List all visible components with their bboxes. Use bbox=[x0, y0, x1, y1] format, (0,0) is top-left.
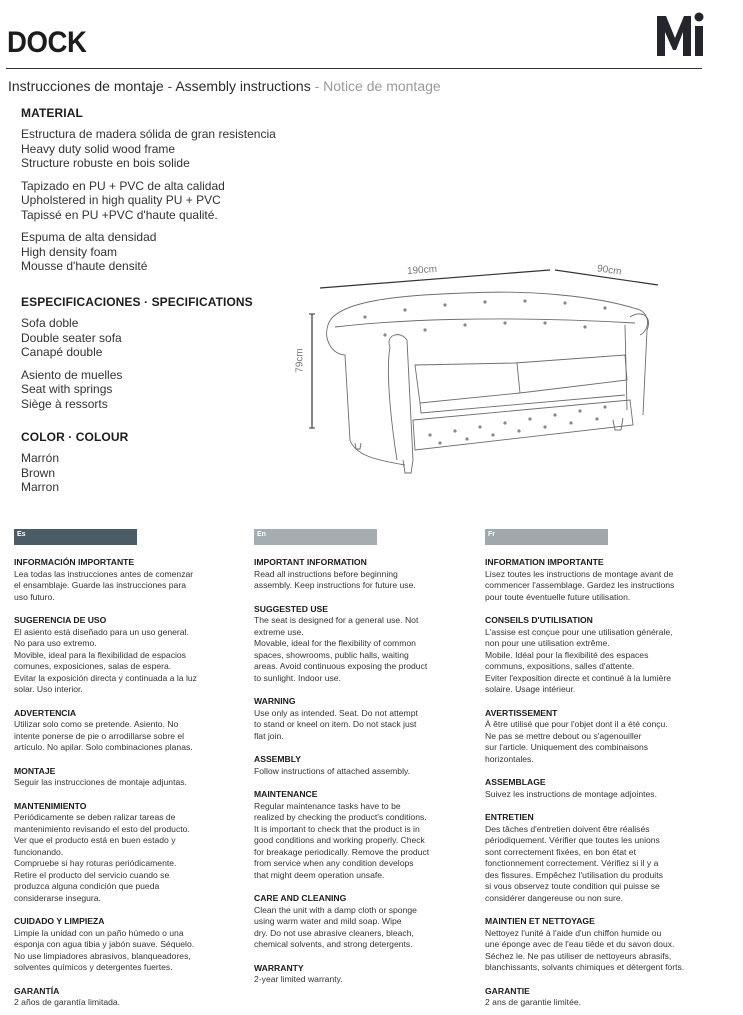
logo-i-dot bbox=[695, 13, 704, 22]
subtitle-separator: - bbox=[163, 78, 176, 94]
info-section-body: Utilizar solo como se pretende. Asiento. No intente ponerse de pie o arrodillarse sobre el artículo. No apilar. Solo combinaciones planas. bbox=[14, 719, 193, 752]
info-section-body: 2 años de garantía limitada. bbox=[14, 997, 121, 1007]
info-section-body: 2-year limited warranty. bbox=[254, 974, 343, 984]
spec-line: Siège à ressorts bbox=[21, 396, 108, 411]
info-section-body: Seguir las instrucciones de montaje adjuntas. bbox=[14, 777, 187, 787]
language-bar-fr: Fr bbox=[485, 529, 608, 545]
logo-i-stem bbox=[695, 26, 703, 56]
info-section bbox=[485, 708, 705, 766]
info-section-title: AVERTISSEMENT bbox=[485, 707, 558, 718]
info-section bbox=[254, 557, 469, 592]
info-section-body: Limpie la unidad con un paño húmedo o una esponja con agua tibia y jabón suave. Séquelo. No use limpiadores abrasivos, blanqueadores, solventes químicos y detergentes fuertes. bbox=[14, 927, 195, 972]
info-section bbox=[14, 766, 229, 789]
spec-group bbox=[21, 179, 276, 223]
info-section-title: GARANTIE bbox=[485, 985, 530, 996]
subtitle-separator: - bbox=[310, 78, 324, 94]
info-section bbox=[254, 963, 469, 986]
spec-line: Sofa doble bbox=[21, 316, 79, 330]
logo-m-glyph bbox=[657, 16, 691, 56]
info-section-title: CARE AND CLEANING bbox=[254, 893, 347, 903]
info-section-title: ENTRETIEN bbox=[485, 812, 534, 822]
spec-group bbox=[21, 368, 253, 412]
subtitle-fr: Notice de montage bbox=[323, 78, 441, 94]
info-section-body: Nettoyez l'unité à l'aide d'un chiffon humide ou une éponge avec de l'eau tiède et du savon doux. Séchez le. Ne pas utiliser de nettoyeurs abrasifs, blanchissants, solvants chimiques et détergent forts. bbox=[485, 927, 685, 972]
language-bar-en: En bbox=[254, 529, 377, 545]
spec-line: Mousse d'haute densité bbox=[21, 259, 148, 273]
width-dimension-label: 190cm bbox=[406, 263, 438, 278]
spec-line: Double seater sofa bbox=[21, 330, 122, 345]
info-section bbox=[485, 916, 705, 974]
spec-line: Brown bbox=[21, 465, 56, 480]
subtitle bbox=[8, 78, 441, 94]
spec-group bbox=[21, 451, 128, 495]
brand-logo bbox=[655, 10, 707, 58]
info-section-body: Des tâches d'entretien doivent être réalisés périodiquement. Vérifier que toutes les unions sont correctement fixées, en bon état et fonctionnement correctement. Vérifiez si il y a des fissures. Empêchez l'utilisation du produits si vous observez toute condition qui puisse se considérer dangereuse ou non sure. bbox=[485, 823, 663, 903]
info-section-title: IMPORTANT INFORMATION bbox=[254, 557, 367, 567]
specifications-section bbox=[21, 295, 253, 411]
spec-line: Tapissé en PU +PVC d'haute qualité. bbox=[21, 207, 218, 222]
spec-line: Marrón bbox=[21, 451, 60, 465]
info-section bbox=[14, 557, 229, 603]
info-section-title: ADVERTENCIA bbox=[14, 707, 77, 718]
info-section-title: MAINTENANCE bbox=[254, 789, 318, 799]
info-section-body: 2 ans de garantie limitée. bbox=[485, 997, 582, 1007]
colour-title: COLOR · COLOUR bbox=[21, 430, 129, 444]
info-section-title: ASSEMBLY bbox=[254, 754, 301, 764]
info-section-body: Regular maintenance tasks have to be realized by checking the product's conditions. It is important to check that the product is in good conditions and working properly. Check for breakage periodically. Remove the product from service when any condition develops that might deem operation unsafe. bbox=[254, 800, 430, 880]
product-name: DOCK bbox=[7, 26, 87, 59]
info-section-title: ASSEMBLAGE bbox=[485, 777, 546, 787]
subtitle-es: Instrucciones de montaje bbox=[8, 78, 164, 94]
info-section bbox=[485, 557, 705, 603]
info-section-title: CUIDADO Y LIMPIEZA bbox=[14, 916, 105, 926]
depth-dimension-label: 90cm bbox=[596, 263, 623, 278]
info-section-body: À être utilisé que pour l'objet dont il a été conçu. Ne pas se mettre debout ou s'agenouiller sur l'article. Uniquement des combinaisons horizontales. bbox=[485, 719, 668, 764]
info-section bbox=[254, 754, 469, 777]
info-section-body: Use only as intended. Seat. Do not attempt to stand or kneel on item. Do not stack just flat join. bbox=[254, 707, 418, 741]
info-section bbox=[14, 615, 229, 696]
info-section bbox=[254, 789, 469, 881]
spec-line: Tapizado en PU + PVC de alta calidad bbox=[21, 178, 225, 193]
subtitle-en: Assembly instructions bbox=[175, 78, 311, 94]
sofa-diagram bbox=[295, 255, 675, 480]
info-section-title: INFORMACIÓN IMPORTANTE bbox=[14, 557, 135, 567]
spec-line: Seat with springs bbox=[21, 382, 113, 396]
spec-line: Espuma de alta densidad bbox=[21, 230, 157, 244]
spec-line: Heavy duty solid wood frame bbox=[21, 141, 176, 156]
column-es bbox=[14, 529, 229, 1009]
spec-line: Estructura de madera sólida de gran resistencia bbox=[21, 127, 276, 141]
info-section-body: The seat is designed for a general use. Not extreme use. Movable, ideal for the flexibility of common spaces, showrooms, public halls, waiting areas. Avoid continuous exposing the product to sunlight. Indoor use. bbox=[254, 615, 428, 683]
info-section-title: SUGERENCIA DE USO bbox=[14, 615, 107, 625]
info-section bbox=[485, 777, 705, 800]
info-section-body: Lisez toutes les instructions de montage avant de commencer l'assemblage. Gardez les instructions pour toute éventuelle future utilisation. bbox=[485, 568, 675, 602]
column-en bbox=[254, 529, 469, 986]
info-section-body: Suivez les instructions de montage adjointes. bbox=[485, 788, 657, 799]
info-section-title: CONSEILS D'UTILISATION bbox=[485, 615, 593, 625]
info-section-body: Read all instructions before beginning assembly. Keep instructions for future use. bbox=[254, 568, 416, 590]
specifications-title: ESPECIFICACIONES · SPECIFICATIONS bbox=[21, 295, 253, 309]
info-section bbox=[14, 708, 229, 754]
info-section bbox=[14, 916, 229, 974]
info-section bbox=[254, 604, 469, 685]
info-section-title: WARNING bbox=[254, 696, 296, 706]
info-section-body: Lea todas las instrucciones antes de comenzar el ensamblaje. Guarde las instrucciones para uso futuro. bbox=[14, 568, 194, 602]
spec-line: Structure robuste en bois solide bbox=[21, 156, 190, 170]
info-section bbox=[254, 893, 469, 951]
info-section-title: GARANTÍA bbox=[14, 985, 60, 996]
info-section-title: WARRANTY bbox=[254, 962, 304, 973]
language-bar-es: Es bbox=[14, 529, 137, 545]
spec-group bbox=[21, 316, 253, 360]
info-section-body: Follow instructions of attached assembly. bbox=[254, 765, 411, 776]
info-section bbox=[254, 696, 469, 742]
material-title: MATERIAL bbox=[21, 106, 83, 120]
spec-line: Canapé double bbox=[21, 345, 103, 359]
info-section-title: SUGGESTED USE bbox=[254, 603, 329, 614]
sofa-outline bbox=[327, 292, 649, 473]
info-section-body: Periódicamente se deben ralizar tareas de mantenimiento revisando el esto del producto. Ver que el producto está en buen estado y funcionando. Compruebe si hay roturas periódicamente. Retire el producto del servicio cuando se produzca alguna condición que pueda considerarse insegura. bbox=[14, 812, 190, 903]
header-divider bbox=[6, 68, 702, 69]
info-section bbox=[14, 986, 229, 1009]
info-section bbox=[485, 986, 705, 1009]
info-section-body: Clean the unit with a damp cloth or sponge using warm water and mild soap. Wipe dry. Do not use abrasive cleaners, bleach, chemical solvents, and strong detergents. bbox=[254, 904, 417, 949]
info-section bbox=[485, 812, 705, 904]
sofa-drawing bbox=[295, 255, 675, 480]
spec-line: High density foam bbox=[21, 244, 118, 259]
spec-line: Marron bbox=[21, 480, 60, 494]
info-section bbox=[14, 801, 229, 905]
colour-section bbox=[21, 430, 128, 495]
info-section-title: MAINTIEN ET NETTOYAGE bbox=[485, 916, 595, 926]
column-fr bbox=[485, 529, 705, 1009]
info-section-body: L'assise est conçue pour une utilisation générale, non pour une utilisation extrême. Mobile. Idéal pour la flexibilité des espaces communs, expositions, salles d'attente. Eviter l'exposition directe et continué à la lumière solaire. Usage intérieur. bbox=[485, 626, 673, 694]
info-section bbox=[485, 615, 705, 696]
info-section-title: MANTENIMIENTO bbox=[14, 800, 87, 811]
info-section-title: INFORMATION IMPORTANTE bbox=[485, 557, 604, 567]
spec-line: Upholstered in high quality PU + PVC bbox=[21, 193, 221, 207]
spec-line: Asiento de muelles bbox=[21, 367, 123, 382]
material-section bbox=[21, 106, 276, 274]
height-dimension-label: 79cm bbox=[294, 348, 306, 373]
info-section-title: MONTAJE bbox=[14, 765, 56, 776]
spec-group bbox=[21, 127, 276, 171]
spec-group bbox=[21, 230, 276, 274]
info-section-body: El asiento está diseñado para un uso general. No para uso extremo. Movible, ideal para la flexibilidad de espacios comunes, exposiciones, salas de espera. Evitar la exposición directa y continuada a la luz solar. Uso interior. bbox=[14, 626, 197, 694]
